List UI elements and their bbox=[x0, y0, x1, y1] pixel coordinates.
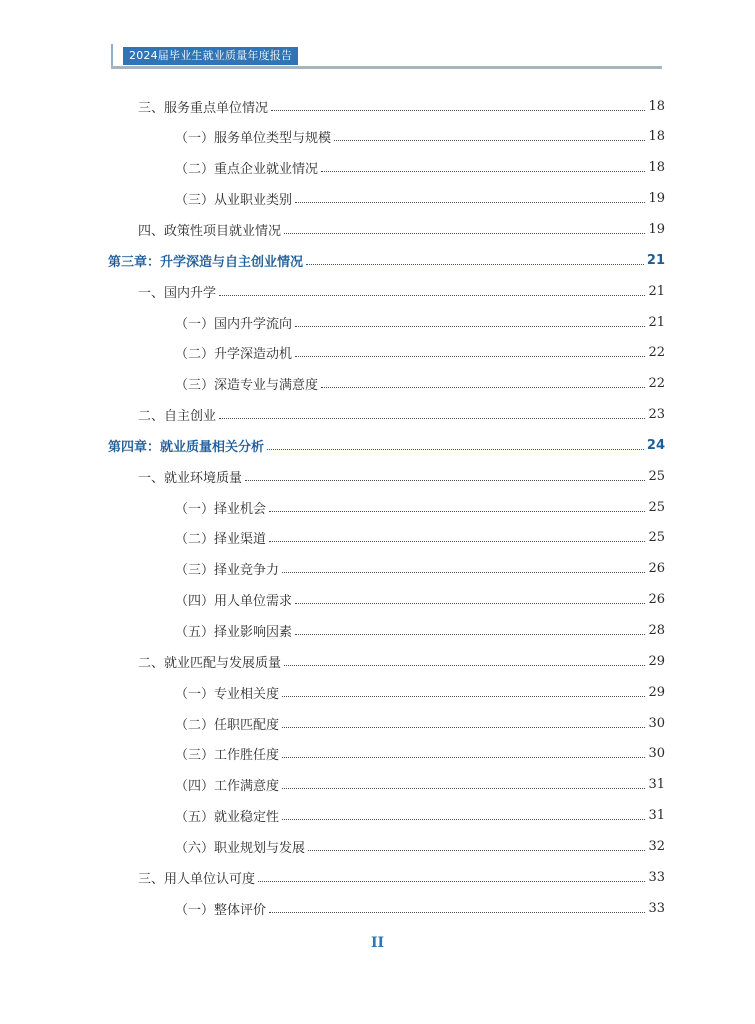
toc-entry[interactable] bbox=[175, 620, 665, 642]
dot-leader bbox=[282, 788, 645, 789]
dot-leader bbox=[282, 727, 645, 728]
page-number: II bbox=[370, 935, 385, 951]
dot-leader bbox=[258, 881, 645, 882]
toc-entry[interactable] bbox=[175, 712, 665, 734]
toc-entry[interactable] bbox=[138, 404, 665, 426]
toc-entry-page: 30 bbox=[648, 715, 665, 731]
dot-leader bbox=[284, 665, 645, 666]
toc-entry-page: 22 bbox=[648, 345, 665, 361]
toc-entry-title: （二）重点企业就业情况 bbox=[175, 162, 319, 178]
dot-leader bbox=[321, 171, 645, 172]
toc-entry[interactable] bbox=[175, 342, 665, 364]
toc-entry-page: 28 bbox=[648, 623, 665, 638]
toc-entry[interactable] bbox=[138, 650, 665, 672]
toc-entry-page: 24 bbox=[646, 437, 665, 453]
toc-entry-page: 18 bbox=[648, 129, 665, 145]
toc-entry[interactable] bbox=[175, 558, 665, 580]
dot-leader bbox=[295, 326, 645, 327]
toc-entry[interactable] bbox=[138, 95, 665, 117]
toc-entry[interactable] bbox=[175, 311, 665, 333]
toc-entry-title: （一）择业机会 bbox=[175, 501, 267, 517]
toc-entry[interactable] bbox=[138, 465, 665, 487]
dot-leader bbox=[306, 264, 644, 265]
dot-leader bbox=[271, 110, 645, 111]
toc-entry-page: 21 bbox=[648, 314, 665, 330]
toc-entry-title: （五）就业稳定性 bbox=[175, 810, 280, 826]
toc-entry-page: 26 bbox=[648, 592, 665, 608]
toc-entry-title: （二）任职匹配度 bbox=[175, 717, 280, 733]
dot-leader bbox=[245, 480, 645, 481]
toc-chapter-entry[interactable] bbox=[108, 249, 665, 271]
toc-entry[interactable] bbox=[175, 805, 665, 827]
dot-leader bbox=[282, 819, 645, 820]
toc-entry-page: 22 bbox=[648, 376, 665, 392]
toc-entry-page: 21 bbox=[648, 283, 665, 299]
toc-entry[interactable] bbox=[175, 496, 665, 518]
toc-entry-title: （三）深造专业与满意度 bbox=[175, 378, 319, 394]
dot-leader bbox=[269, 511, 645, 512]
header-accent-bar bbox=[111, 44, 113, 68]
toc-entry[interactable] bbox=[175, 188, 665, 210]
toc-entry[interactable] bbox=[175, 774, 665, 796]
toc-entry-page: 25 bbox=[648, 468, 665, 484]
toc-entry-title: 三、用人单位认可度 bbox=[138, 871, 256, 887]
toc-entry-title: （一）服务单位类型与规模 bbox=[175, 131, 332, 147]
toc-entry-title: （一）国内升学流向 bbox=[175, 316, 293, 332]
dot-leader bbox=[282, 572, 645, 573]
toc-entry-title: （四）工作满意度 bbox=[175, 779, 280, 795]
dot-leader bbox=[282, 757, 645, 758]
toc-entry-title: （三）择业竞争力 bbox=[175, 563, 280, 579]
toc-entry-title: （一）整体评价 bbox=[175, 902, 267, 918]
toc-entry-page: 18 bbox=[648, 98, 665, 114]
dot-leader bbox=[295, 634, 645, 635]
toc-entry-page: 31 bbox=[648, 808, 665, 824]
report-title-banner: 2024届毕业生就业质量年度报告 bbox=[123, 47, 298, 65]
toc-chapter-entry[interactable] bbox=[108, 434, 665, 456]
toc-entry-title: 四、政策性项目就业情况 bbox=[138, 223, 282, 239]
toc-entry-title: （一）专业相关度 bbox=[175, 686, 280, 702]
toc-entry-title: 二、就业匹配与发展质量 bbox=[138, 655, 282, 671]
dot-leader bbox=[284, 233, 645, 234]
dot-leader bbox=[295, 356, 645, 357]
toc-entry-page: 25 bbox=[648, 530, 665, 546]
dot-leader bbox=[282, 696, 645, 697]
dot-leader bbox=[269, 541, 645, 542]
header-rule bbox=[111, 66, 662, 69]
toc-entry-page: 33 bbox=[648, 900, 665, 916]
dot-leader bbox=[295, 202, 645, 203]
toc-entry-page: 29 bbox=[648, 653, 665, 669]
toc-entry-title: 二、自主创业 bbox=[138, 409, 217, 424]
dot-leader bbox=[219, 295, 645, 296]
toc-entry[interactable] bbox=[175, 681, 665, 703]
toc-entry-title: 一、国内升学 bbox=[138, 285, 217, 301]
toc-entry-title: （三）从业职业类别 bbox=[175, 193, 293, 209]
toc-entry-title: （三）工作胜任度 bbox=[175, 748, 280, 764]
dot-leader bbox=[321, 387, 645, 388]
toc-entry-title: 第三章：升学深造与自主创业情况 bbox=[108, 254, 304, 270]
toc-entry[interactable] bbox=[175, 126, 665, 148]
toc-entry-title: 第四章：就业质量相关分析 bbox=[108, 439, 265, 455]
toc-entry-page: 19 bbox=[648, 191, 665, 207]
toc-entry-title: （二）升学深造动机 bbox=[175, 347, 293, 363]
toc-entry[interactable] bbox=[138, 280, 665, 302]
toc-entry-title: 一、就业环境质量 bbox=[138, 470, 243, 486]
toc-entry[interactable] bbox=[175, 589, 665, 611]
toc-entry-title: （六）职业规划与发展 bbox=[175, 840, 306, 856]
toc-entry[interactable] bbox=[175, 835, 665, 857]
toc-entry[interactable] bbox=[175, 527, 665, 549]
toc-entry[interactable] bbox=[138, 218, 665, 240]
toc-entry[interactable] bbox=[175, 157, 665, 179]
dot-leader bbox=[308, 850, 645, 851]
toc-entry[interactable] bbox=[175, 897, 665, 919]
toc-entry-page: 23 bbox=[648, 407, 665, 422]
toc-entry-page: 21 bbox=[646, 252, 665, 268]
toc-entry-title: 三、服务重点单位情况 bbox=[138, 100, 269, 116]
dot-leader bbox=[219, 418, 645, 419]
toc-entry-page: 30 bbox=[648, 746, 665, 762]
toc-entry-page: 29 bbox=[648, 684, 665, 700]
toc-entry-page: 33 bbox=[648, 869, 665, 885]
dot-leader bbox=[269, 912, 645, 913]
toc-entry[interactable] bbox=[175, 743, 665, 765]
dot-leader bbox=[295, 603, 645, 604]
toc-entry-title: （四）用人单位需求 bbox=[175, 594, 293, 610]
toc-entry[interactable] bbox=[175, 373, 665, 395]
toc-entry-page: 32 bbox=[648, 838, 665, 854]
toc-entry[interactable] bbox=[138, 866, 665, 888]
toc-entry-title: （二）择业渠道 bbox=[175, 532, 267, 548]
toc-entry-page: 31 bbox=[648, 777, 665, 793]
dot-leader bbox=[267, 449, 644, 450]
toc-entry-page: 18 bbox=[648, 160, 665, 176]
toc-entry-page: 25 bbox=[648, 499, 665, 515]
toc-entry-title: （五）择业影响因素 bbox=[175, 625, 293, 640]
toc-entry-page: 26 bbox=[648, 561, 665, 577]
dot-leader bbox=[334, 140, 645, 141]
toc-entry-page: 19 bbox=[648, 221, 665, 237]
